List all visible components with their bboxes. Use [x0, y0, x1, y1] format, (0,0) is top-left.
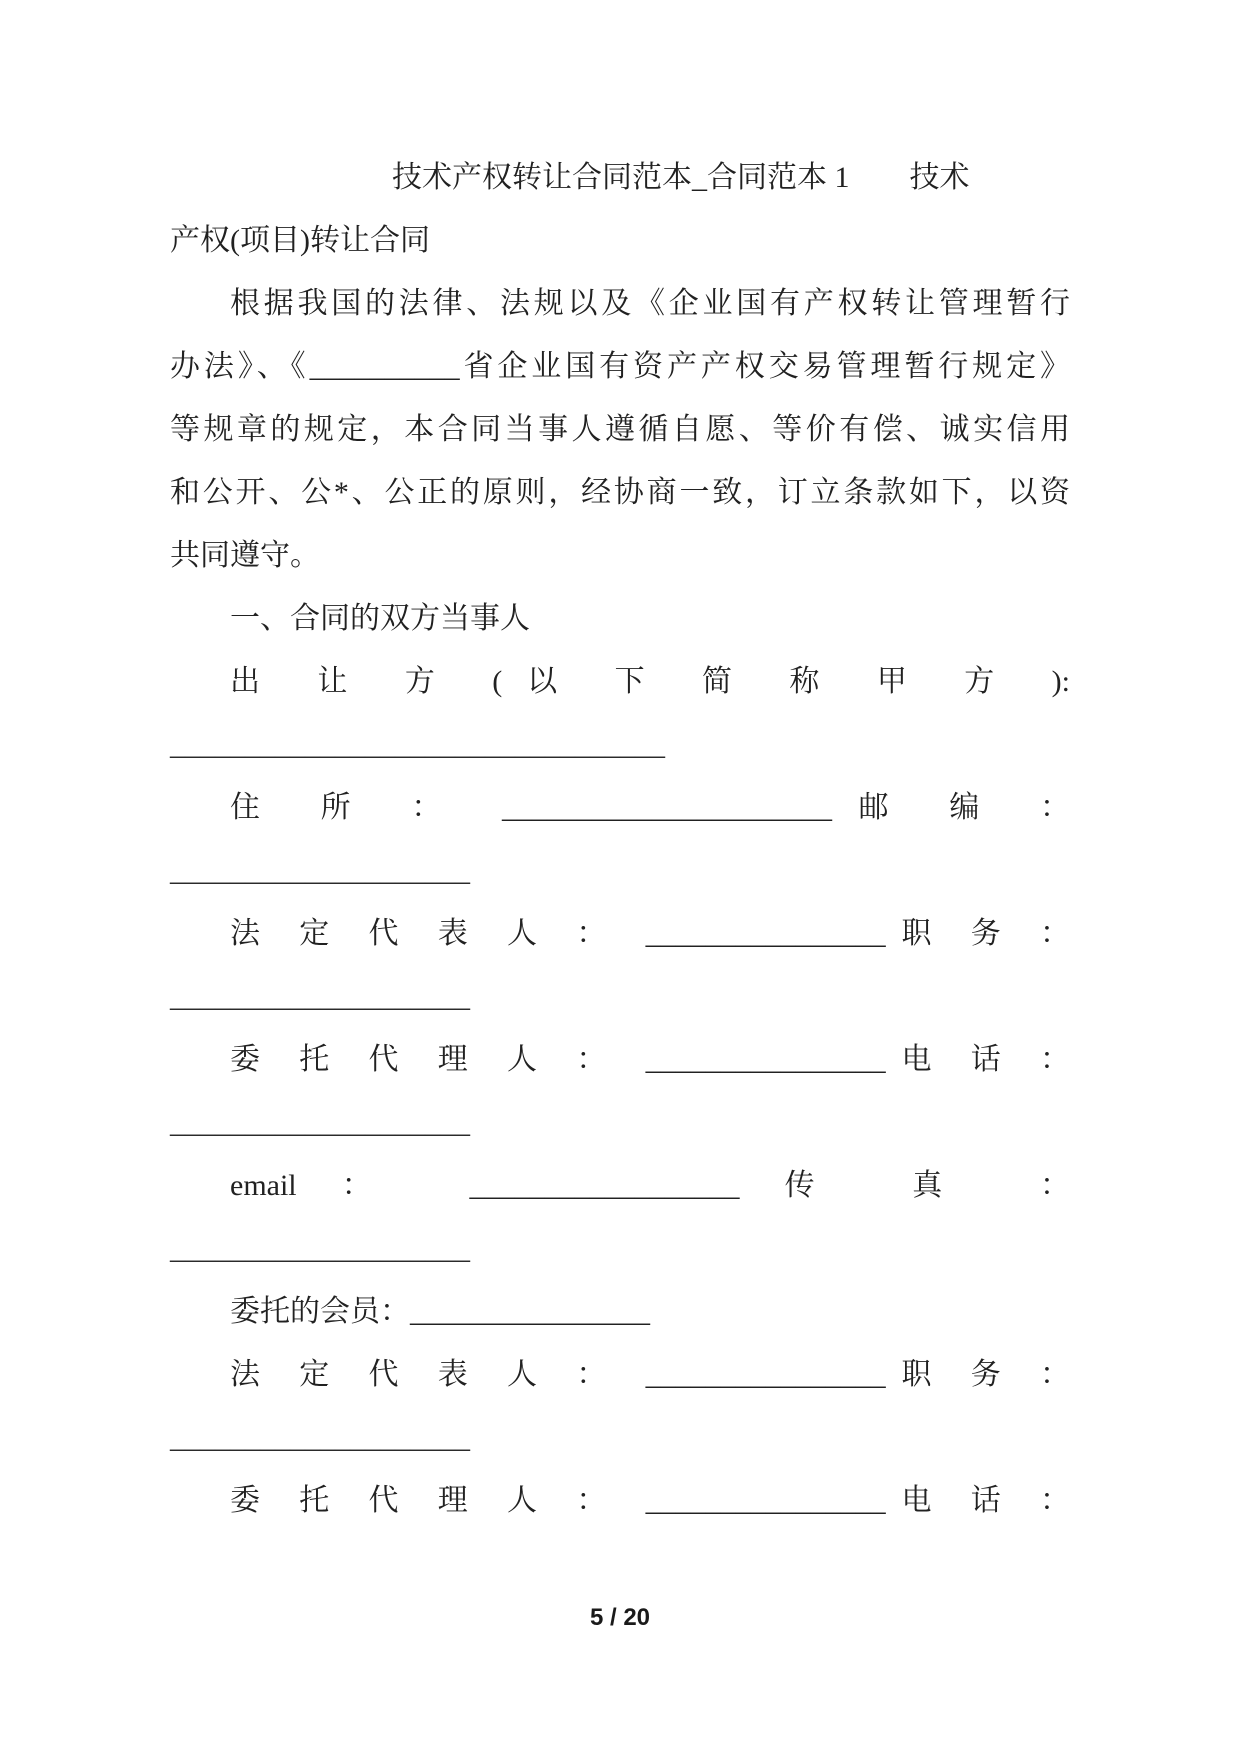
blank-underscore-line: ____________________ [170, 854, 470, 887]
contract-body [170, 146, 1070, 1532]
form-field-agent-phone: 委 托 代 理 人 ： ________________电 话 ： [230, 1484, 1070, 1517]
form-field-entrusted-member: 委托的会员：________________ [230, 1295, 650, 1328]
blank-underscore-line: ____________________ [170, 1106, 470, 1139]
form-field-legal-rep-title: 法 定 代 表 人 ： ________________职 务 ： [230, 1358, 1070, 1391]
contract-text-line: 和公开、公*、公正的原则，经协商一致，订立条款如下，以资 [170, 476, 1070, 509]
form-field-agent-phone: 委 托 代 理 人 ： ________________电 话 ： [230, 1043, 1070, 1076]
form-field-email-fax: email： __________________传 真 ： [230, 1169, 1070, 1202]
blank-underscore-line: ____________________ [170, 1421, 470, 1454]
contract-title-wrap-line: 产权(项目)转让合同 [170, 224, 430, 257]
blank-underscore-line: ____________________ [170, 1232, 470, 1265]
form-field-legal-rep-title: 法 定 代 表 人 ： ________________职 务 ： [230, 917, 1070, 950]
contract-text-line: 根据我国的法律、法规以及《企业国有产权转让管理暂行 [230, 287, 1070, 320]
contract-text-line: 等规章的规定，本合同当事人遵循自愿、等价有偿、诚实信用 [170, 413, 1070, 446]
blank-underscore-line: _________________________________ [170, 728, 665, 761]
blank-underscore-line: ____________________ [170, 980, 470, 1013]
form-field-address-zip: 住 所 ： ______________________邮 编 ： [230, 791, 1070, 824]
section-heading-parties: 一、合同的双方当事人 [230, 602, 530, 635]
form-field-transferor: 出 让 方 (以 下 简 称 甲 方 ): [230, 665, 1070, 698]
contract-text-line: 共同遵守。 [170, 539, 320, 572]
page-number-indicator: 5 / 20 [589, 1604, 651, 1631]
contract-text-line: 办法》、《__________省企业国有资产产权交易管理暂行规定》 [170, 350, 1070, 383]
contract-title-line: 技术产权转让合同范本_合同范本 1 技术 [392, 161, 970, 194]
